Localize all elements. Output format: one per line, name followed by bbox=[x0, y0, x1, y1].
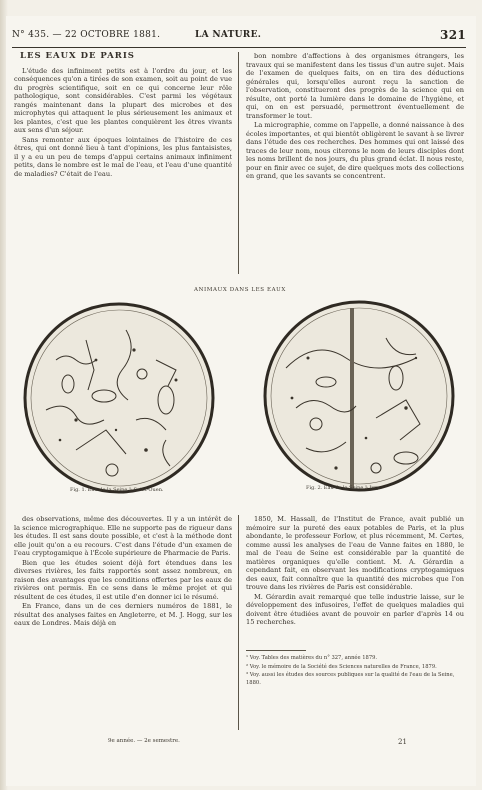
particle bbox=[95, 359, 98, 362]
paragraph: des observations, même des découvertes. Il y a un intérêt de la science micrographique. Elle ne supporte pas de rigueur dans les études. Il est sans doute possible, et c'est à la méthode dont elle jouit qu'on a eu recours. C'est dans l'étude d'un examen de l'eau cryptogamique à l'École supérieure de Pharmacie de Paris. bbox=[14, 515, 232, 557]
column-3 bbox=[14, 515, 232, 733]
paragraph: En France, dans un de ces derniers numéros de 1881, le résultat des analyses faites en Angleterre, et M. J. Hogg, sur les eaux de Londres. Mais déjà en bbox=[14, 602, 232, 627]
figure-1-caption: Fig. 1. Eau de la Seine à Saint-Ouen. bbox=[70, 487, 164, 493]
particle bbox=[115, 429, 117, 431]
signature-line: 9e année. — 2e semestre. bbox=[108, 738, 180, 744]
particle bbox=[415, 357, 417, 359]
particle bbox=[59, 439, 62, 442]
paragraph: Bien que les études soient déjà fort étendues dans les diverses rivières, les faits rapportés sont assez nombreux, en raison des avantages que les conditions offertes par les eaux de rivières ont permis. En ce sens dans le même projet et qui résultent de ces études, il est utile d'en donner ici le résumé. bbox=[14, 558, 232, 601]
column-2 bbox=[246, 52, 464, 280]
header-rule bbox=[12, 47, 466, 48]
figure-2-frame bbox=[265, 302, 453, 490]
particle bbox=[144, 448, 148, 452]
column-4 bbox=[246, 515, 464, 647]
paragraph: La micrographie, comme on l'appelle, a donné naissance à des écoles importantes, et qui bientôt obligèrent le savant à se livrer dans l'étude des ces recherches. Des hommes qui ont laissé des traces de leur nom, nous citerons le nom de leurs disciples dont les noms brillent de nos jours, du plus grand éclat. Il nous reste, pour en finir avec ce sujet, de dire quelques mots des collections en grand, que les savants se concentrent. bbox=[246, 121, 464, 180]
page-footer bbox=[12, 738, 466, 748]
journal-name: LA NATURE. bbox=[195, 30, 262, 40]
paragraph: bon nombre d'affections à des organismes étrangers, les travaux qui se manifestent dans les tissus d'un autre sujet. Mais de l'examen de quelques faits, on en tira des déductions générales qui, lorsqu'elles auront reçu la sanction de l'observation, constitueront des progrès de la science qui en résulte, ont porté la lumière dans le domaine de l'hygiène, et qui, on en est persuadé, permettront éventuellement de transformer le tout. bbox=[246, 52, 464, 120]
particle bbox=[132, 348, 135, 351]
footnote: ¹ Voy. Tables des matières du n° 327, année 1879. bbox=[246, 655, 378, 661]
figure-2-micrograph bbox=[256, 298, 462, 498]
footnotes bbox=[246, 655, 460, 688]
particle bbox=[334, 466, 337, 469]
particle bbox=[365, 437, 368, 440]
figure-1-frame bbox=[25, 304, 213, 492]
footnote-rule bbox=[246, 650, 306, 651]
particle bbox=[175, 379, 178, 382]
particle bbox=[307, 357, 310, 360]
footnote: ² Voy. le mémoire de la Société des Sciences naturelles de France, 1879. bbox=[246, 663, 437, 670]
particle bbox=[404, 406, 407, 409]
footnote: ³ Voy. aussi les études des sources publiques sur la qualité de l'eau de la Seine, 1880. bbox=[246, 672, 455, 686]
page-number: 321 bbox=[440, 28, 466, 42]
column-divider-bottom bbox=[238, 515, 239, 730]
plate-caption: ANIMAUX DANS LES EAUX bbox=[194, 287, 286, 293]
particle bbox=[291, 397, 294, 400]
figure-1-micrograph bbox=[16, 300, 222, 500]
paragraph: M. Gérardin avait remarqué que telle industrie laisse, sur le développement des infusoires, l'effet de quelques maladies qui doivent être étudiées avant de pouvoir en parler d'après 14 ou 15 recherches. bbox=[246, 592, 464, 626]
article-title: LES EAUX DE PARIS bbox=[20, 52, 135, 61]
issue-line: N° 435. — 22 OCTOBRE 1881. bbox=[12, 30, 161, 40]
running-head bbox=[12, 30, 466, 44]
column-divider-top bbox=[238, 52, 239, 274]
paragraph: 1850, M. Hassall, de l'Institut de France, avait publié un mémoire sur la pureté des eaux potables de Paris, et la plus abondante, le professeur Forlow, et plus récemment, M. Certes, comme aussi les analyses de l'eau de Vanne faites en 1880, le mal de l'eau de Seine est considérable par la quantité de matières organiques qu'elle contient. M. A. Gérardin a cependant fait, en observant les modifications cryptogamiques des eaux, fait connaître que la quantité des microbes que l'on trouve dans les rivières de Paris est considérable. bbox=[246, 515, 464, 591]
column-1 bbox=[14, 52, 232, 280]
paragraph: L'étude des infiniment petits est à l'ordre du jour, et les conséquences qu'on a tirées de son examen, soit au point de vue du progrès scientifique, soit en ce qui concerne leur rôle pathologique, sont considérables. C'est parmi les végétaux rangés maintenant dans la plupart des microbes et des microphytes qui attaquent le plus sérieusement les animaux et les plantes, c'est que les plantes conquièrent les êtres vivants aux sens d'un séjour. bbox=[14, 66, 232, 134]
figure-2-caption: Fig. 2. Eau de la Seine à Ivry. bbox=[306, 485, 381, 491]
paragraph: Sans remonter aux époques lointaines de l'histoire de ces êtres, qui ont donné lieu à tant d'opinions, les plus fantaisistes, il y a eu un peu de temps d'appui certains animaux infiniment petits, dans le nombre est le mal de l'eau, et l'eau d'une quantité de maladies? C'était de l'eau. bbox=[14, 135, 232, 178]
sheet-number: 21 bbox=[398, 738, 407, 746]
particle bbox=[74, 418, 77, 421]
